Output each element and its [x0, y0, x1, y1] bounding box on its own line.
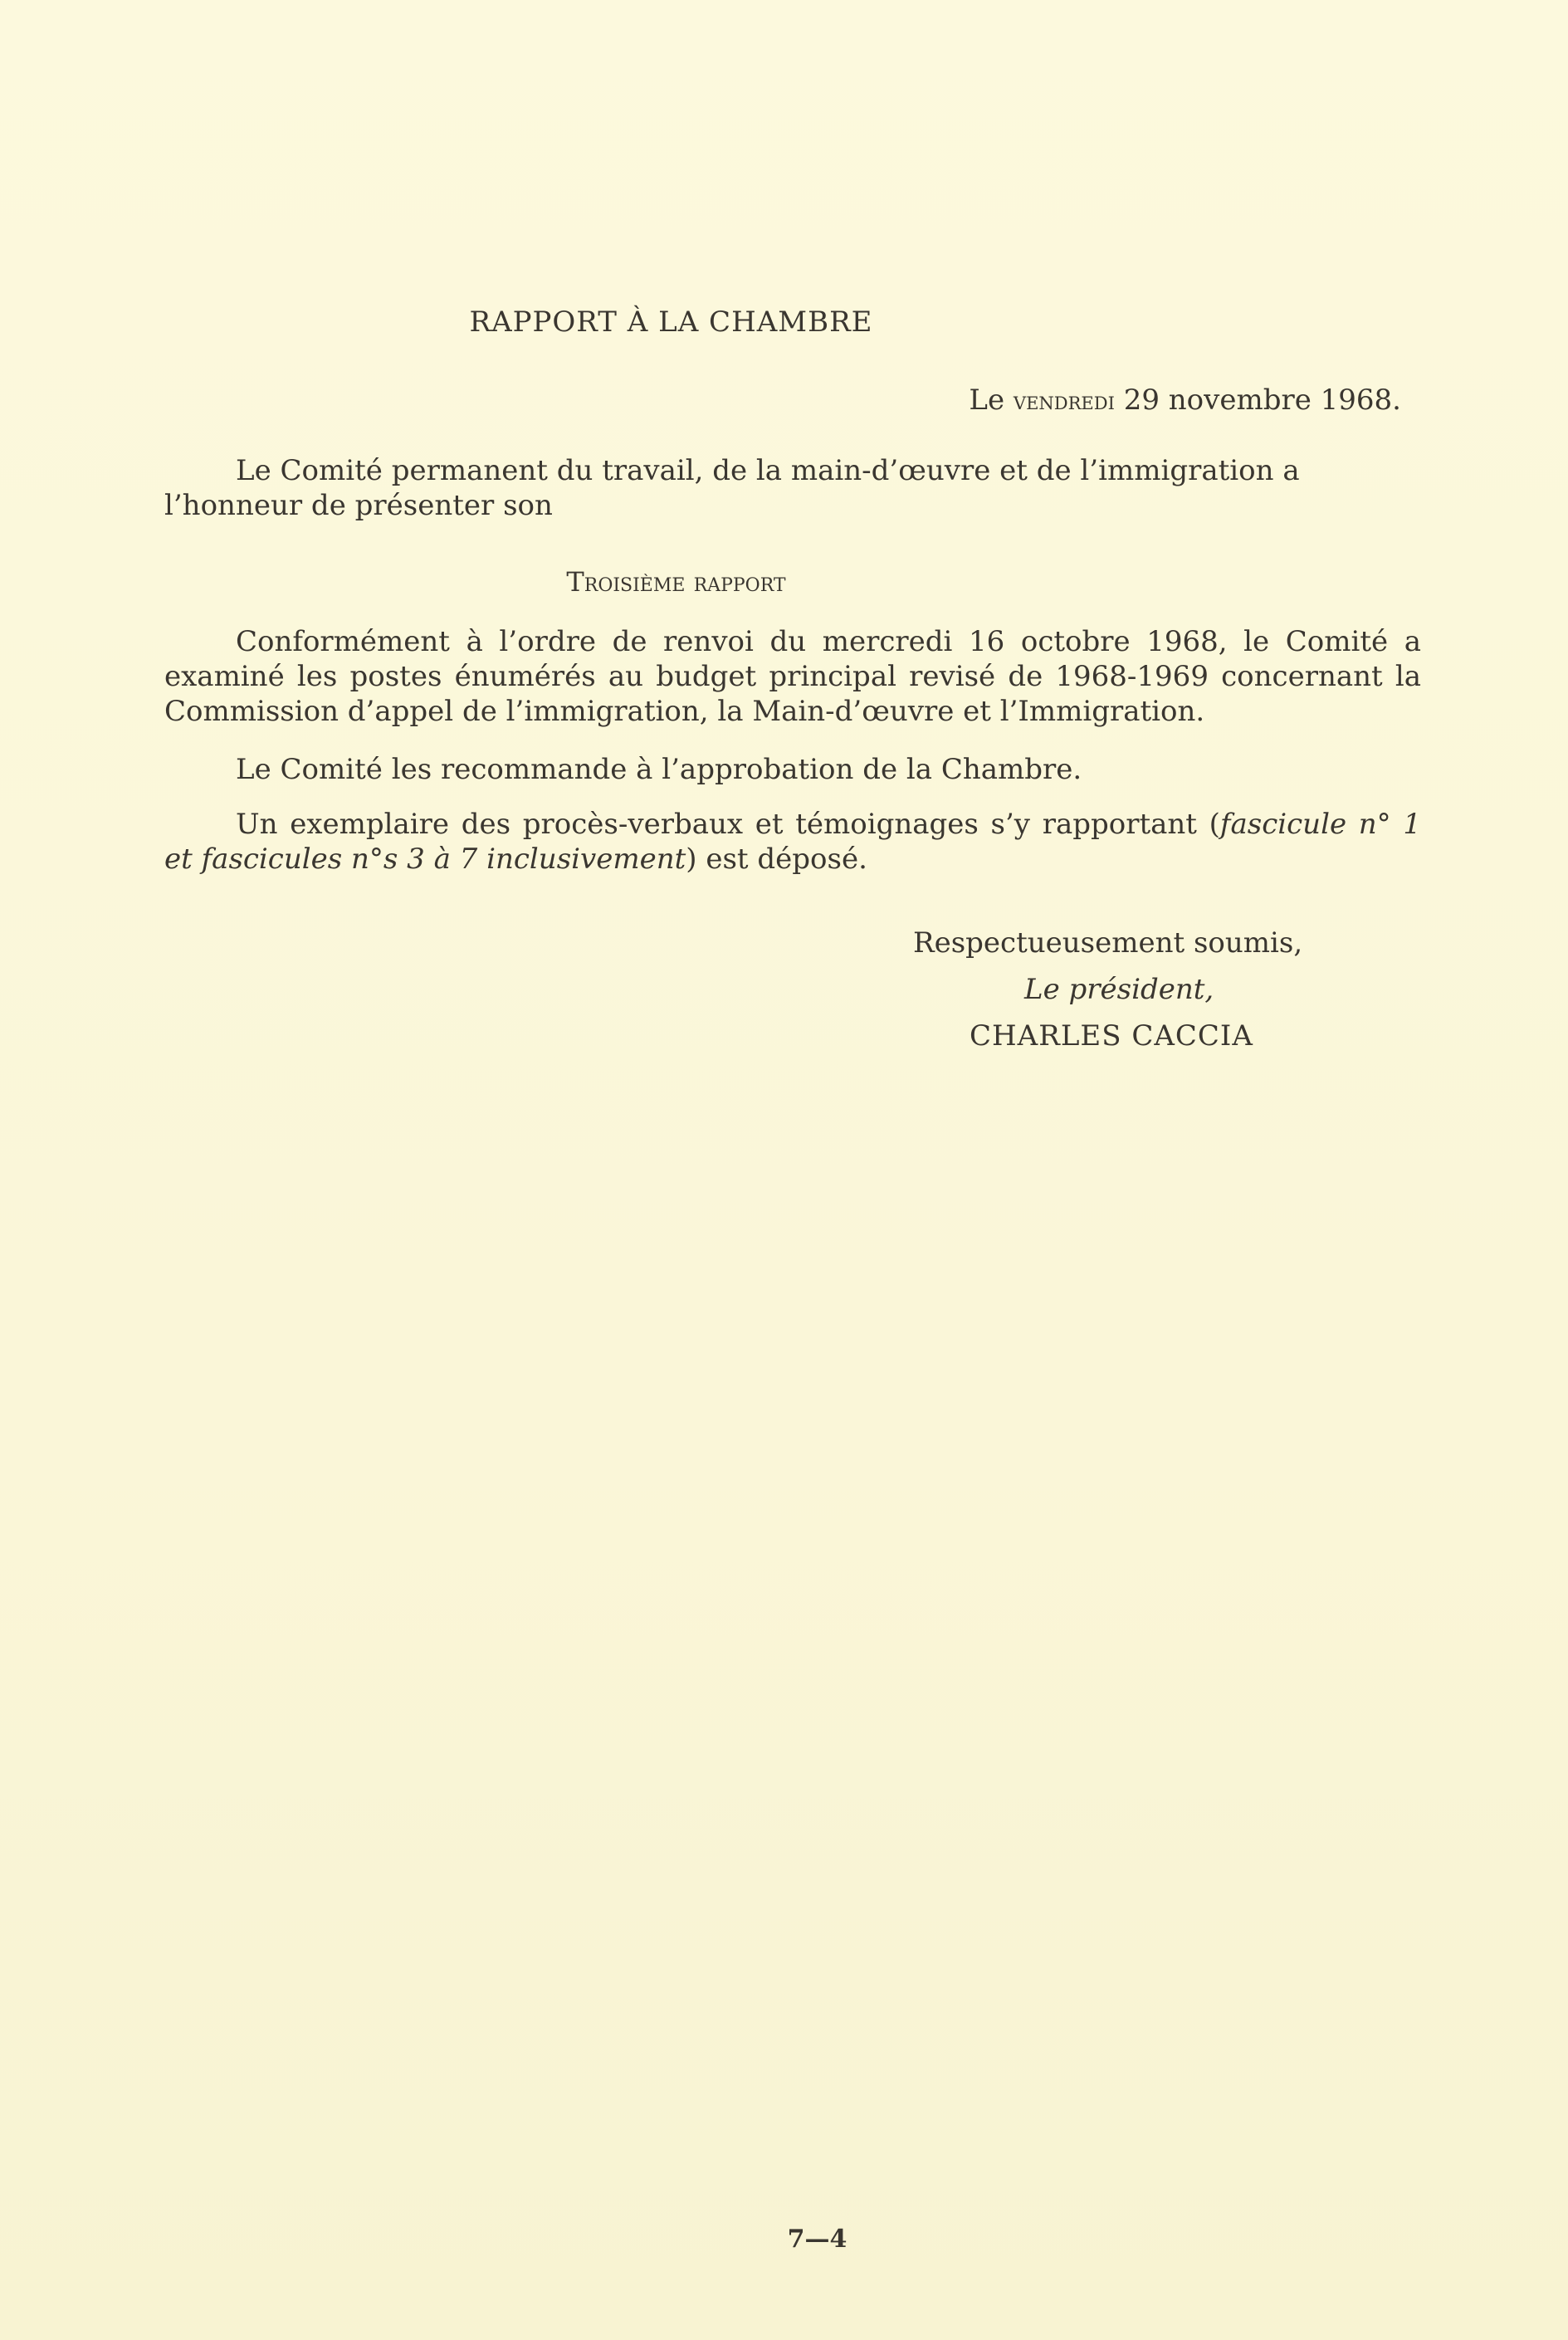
date-rest: 29 novembre 1968.: [1123, 383, 1401, 417]
signature-closing: Respectueusement soumis,: [913, 926, 1303, 960]
deposit-end: ) est déposé.: [686, 843, 867, 876]
signature-name: CHARLES CACCIA: [970, 1019, 1253, 1053]
deposit-start: Un exemplaire des procès-verbaux et témoignages s’y rapportant (: [236, 808, 1220, 841]
body-paragraph-recommendation: Le Comité les recommande à l’approbation de la Chambre.: [236, 753, 1082, 786]
report-heading: Troisième rapport: [566, 566, 786, 598]
page-number: 7—4: [787, 2225, 848, 2254]
date-prefix: Le: [969, 383, 1005, 417]
intro-paragraph-line2: l’honneur de présenter son: [164, 489, 553, 522]
intro-paragraph-line1: Le Comité permanent du travail, de la main-d’œuvre et de l’immigration a: [236, 454, 1300, 487]
signature-role: Le président,: [1024, 973, 1214, 1006]
date-weekday: vendredi: [1013, 387, 1115, 416]
report-title: RAPPORT À LA CHAMBRE: [469, 305, 873, 339]
deposit-paragraph: [164, 807, 1421, 877]
body-paragraph-reference: Conformément à l’ordre de renvoi du mercredi 16 octobre 1968, le Comité a examiné les postes énumérés au budget principal revisé de 1968-1969 concernant la Commission d’appel de l’immigration, la Main-d’œuvre et l’Immigration.: [164, 625, 1421, 728]
deposit-fascicules: fascicule n° 1 et fascicules n°s 3 à 7 inclusivement: [164, 808, 1421, 876]
report-date: [969, 383, 1401, 417]
